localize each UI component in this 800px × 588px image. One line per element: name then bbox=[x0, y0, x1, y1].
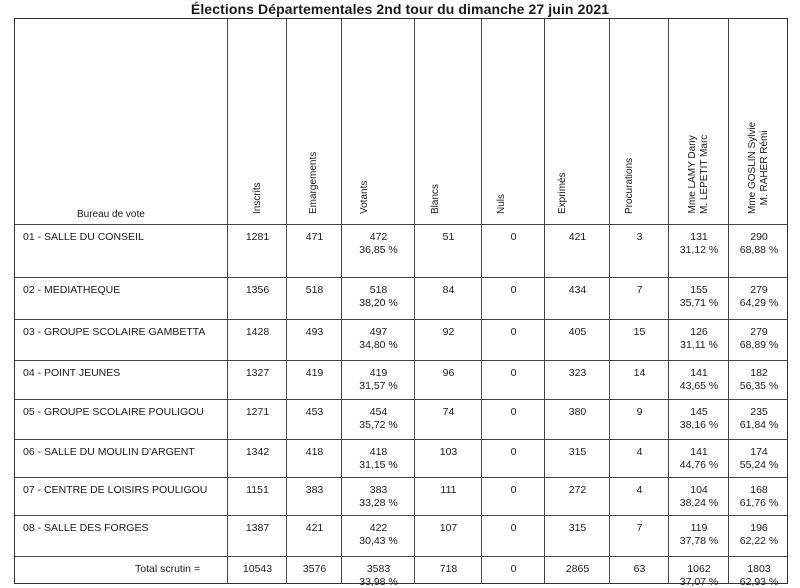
cell-candidate-1: 145 bbox=[690, 406, 708, 418]
header-bureau: Bureau de vote bbox=[77, 209, 145, 220]
bureau-name: 04 - POINT JEUNES bbox=[23, 367, 121, 379]
cell-votants-pct: 33,28 % bbox=[359, 497, 398, 509]
cell-exprimes: 2865 bbox=[565, 563, 590, 575]
cell-candidate-2: 168 bbox=[750, 484, 768, 496]
cell-procurations: 63 bbox=[633, 563, 646, 575]
cell-emargements: 421 bbox=[305, 522, 324, 534]
cell-votants: 383 bbox=[369, 484, 388, 496]
cell-votants-pct: 36,85 % bbox=[359, 244, 398, 256]
cell-votants: 422 bbox=[369, 522, 388, 534]
row-divider bbox=[15, 439, 787, 440]
cell-inscrits: 1428 bbox=[245, 326, 270, 338]
cell-procurations: 4 bbox=[636, 484, 643, 496]
cell-candidate-1-pct: 43,65 % bbox=[679, 380, 719, 392]
bureau-name: 08 - SALLE DES FORGES bbox=[23, 522, 149, 534]
cell-votants-pct: 33,98 % bbox=[359, 576, 398, 588]
cell-candidate-2: 279 bbox=[750, 284, 768, 296]
cell-nuls: 0 bbox=[510, 563, 517, 575]
cell-candidate-1: 126 bbox=[690, 326, 708, 338]
cell-blancs: 74 bbox=[442, 406, 455, 418]
cell-candidate-1-pct: 31,11 % bbox=[680, 339, 718, 351]
cell-inscrits: 1271 bbox=[245, 406, 270, 418]
row-divider bbox=[15, 224, 787, 225]
cell-emargements: 3576 bbox=[302, 563, 327, 575]
cell-blancs: 51 bbox=[442, 231, 455, 243]
cell-nuls: 0 bbox=[510, 326, 517, 338]
column-divider bbox=[286, 19, 287, 583]
bureau-name: 01 - SALLE DU CONSEIL bbox=[23, 231, 144, 243]
bureau-name: 06 - SALLE DU MOULIN D'ARGENT bbox=[23, 446, 195, 458]
cell-inscrits: 1151 bbox=[246, 484, 269, 496]
cell-candidate-1-pct: 37,78 % bbox=[679, 535, 719, 547]
row-divider bbox=[15, 277, 787, 278]
cell-blancs: 103 bbox=[439, 446, 458, 458]
cell-blancs: 84 bbox=[442, 284, 455, 296]
cell-candidate-2-pct: 61,76 % bbox=[739, 497, 779, 509]
cell-nuls: 0 bbox=[510, 231, 517, 243]
cell-candidate-1: 155 bbox=[690, 284, 708, 296]
cell-nuls: 0 bbox=[510, 446, 517, 458]
cell-exprimes: 434 bbox=[568, 284, 587, 296]
header-procurations: Procurations bbox=[624, 157, 635, 214]
cell-blancs: 96 bbox=[442, 367, 455, 379]
cell-votants-pct: 35,72 % bbox=[359, 419, 398, 431]
cell-blancs: 718 bbox=[439, 563, 458, 575]
row-divider bbox=[15, 556, 787, 557]
cell-votants: 419 bbox=[369, 367, 388, 379]
bureau-name: 03 - GROUPE SCOLAIRE GAMBETTA bbox=[23, 326, 206, 338]
cell-candidate-2: 1803 bbox=[747, 563, 771, 575]
header-emargements: Emargements bbox=[308, 151, 319, 214]
cell-candidate-1-pct: 44,76 % bbox=[679, 459, 719, 471]
cell-procurations: 15 bbox=[633, 326, 646, 338]
document-title: Élections Départementales 2nd tour du dimanche 27 juin 2021 bbox=[190, 1, 610, 17]
cell-inscrits: 10543 bbox=[242, 563, 273, 575]
cell-candidate-1: 119 bbox=[690, 522, 708, 534]
cell-candidate-2-pct: 62,22 % bbox=[739, 535, 779, 547]
cell-emargements: 471 bbox=[305, 231, 324, 243]
cell-candidate-1: 141 bbox=[690, 367, 708, 379]
header-nuls: Nuls bbox=[496, 193, 507, 214]
cell-votants-pct: 34,80 % bbox=[359, 339, 398, 351]
cell-candidate-2-pct: 68,89 % bbox=[739, 339, 779, 351]
cell-procurations: 3 bbox=[636, 231, 643, 243]
cell-nuls: 0 bbox=[510, 406, 517, 418]
cell-procurations: 9 bbox=[636, 406, 643, 418]
cell-votants: 3583 bbox=[366, 563, 391, 575]
cell-candidate-2: 290 bbox=[750, 231, 768, 243]
cell-candidate-2-pct: 55,24 % bbox=[739, 459, 779, 471]
cell-emargements: 383 bbox=[305, 484, 324, 496]
cell-inscrits: 1342 bbox=[245, 446, 270, 458]
cell-candidate-1: 104 bbox=[690, 484, 708, 496]
cell-votants: 454 bbox=[369, 406, 388, 418]
cell-nuls: 0 bbox=[510, 284, 517, 296]
cell-candidate-2-pct: 56,35 % bbox=[739, 380, 779, 392]
cell-candidate-2-pct: 64,29 % bbox=[739, 297, 779, 309]
cell-emargements: 518 bbox=[305, 284, 324, 296]
cell-candidate-2: 235 bbox=[750, 406, 768, 418]
header-candidate-2 bbox=[747, 122, 771, 214]
cell-emargements: 418 bbox=[305, 446, 324, 458]
cell-candidate-2-pct: 68,88 % bbox=[739, 244, 779, 256]
header-votants: Votants bbox=[359, 180, 370, 214]
cell-inscrits: 1356 bbox=[245, 284, 270, 296]
row-divider bbox=[15, 399, 787, 400]
cell-nuls: 0 bbox=[510, 522, 517, 534]
column-divider bbox=[227, 19, 228, 583]
results-table bbox=[14, 18, 788, 588]
header-candidate-1-line2: M. LEPETIT Marc bbox=[699, 134, 710, 214]
cell-exprimes: 323 bbox=[568, 367, 587, 379]
cell-votants-pct: 38,20 % bbox=[359, 297, 398, 309]
cell-candidate-2: 196 bbox=[750, 522, 768, 534]
cell-candidate-2: 279 bbox=[750, 326, 768, 338]
column-divider bbox=[481, 19, 482, 583]
cell-emargements: 419 bbox=[305, 367, 324, 379]
row-divider bbox=[15, 360, 787, 361]
cell-emargements: 493 bbox=[305, 326, 324, 338]
column-divider bbox=[544, 19, 545, 583]
cell-candidate-2-pct: 62,93 % bbox=[739, 576, 779, 588]
header-candidate-1 bbox=[687, 135, 711, 214]
cell-candidate-1-pct: 37,07 % bbox=[679, 576, 719, 588]
header-candidate-2-line2: M. RAHER Rémi bbox=[759, 130, 770, 206]
cell-candidate-1-pct: 31,12 % bbox=[679, 244, 719, 256]
total-label: Total scrutin = bbox=[135, 563, 201, 575]
header-exprimes: Exprimés bbox=[557, 172, 568, 214]
cell-nuls: 0 bbox=[510, 367, 517, 379]
header-candidate-1-line1: Mme LAMY Dany bbox=[687, 135, 698, 214]
cell-exprimes: 315 bbox=[568, 522, 587, 534]
cell-exprimes: 380 bbox=[568, 406, 587, 418]
cell-inscrits: 1327 bbox=[245, 367, 270, 379]
cell-candidate-1-pct: 38,16 % bbox=[679, 419, 719, 431]
cell-emargements: 453 bbox=[305, 406, 324, 418]
row-divider bbox=[15, 319, 787, 320]
cell-candidate-1-pct: 38,24 % bbox=[679, 497, 719, 509]
row-divider bbox=[15, 515, 787, 516]
cell-candidate-1: 1062 bbox=[687, 563, 711, 575]
cell-blancs: 111 bbox=[440, 484, 457, 496]
cell-procurations: 4 bbox=[636, 446, 643, 458]
cell-candidate-1-pct: 35,71 % bbox=[679, 297, 719, 309]
cell-votants: 472 bbox=[369, 231, 388, 243]
bureau-name: 02 - MEDIATHEQUE bbox=[23, 284, 121, 296]
cell-votants: 497 bbox=[369, 326, 388, 338]
bureau-name: 05 - GROUPE SCOLAIRE POULIGOU bbox=[23, 406, 204, 418]
cell-procurations: 14 bbox=[633, 367, 646, 379]
cell-blancs: 92 bbox=[442, 326, 455, 338]
cell-votants-pct: 31,57 % bbox=[359, 380, 398, 392]
cell-procurations: 7 bbox=[636, 522, 643, 534]
cell-procurations: 7 bbox=[636, 284, 643, 296]
cell-candidate-2: 174 bbox=[750, 446, 768, 458]
column-divider bbox=[609, 19, 610, 583]
cell-inscrits: 1281 bbox=[245, 231, 270, 243]
cell-candidate-2: 182 bbox=[750, 367, 768, 379]
row-divider bbox=[15, 477, 787, 478]
header-blancs: Blancs bbox=[430, 183, 441, 214]
cell-inscrits: 1387 bbox=[245, 522, 270, 534]
cell-votants: 418 bbox=[369, 446, 388, 458]
cell-candidate-1: 131 bbox=[690, 231, 708, 243]
cell-votants-pct: 31,15 % bbox=[359, 459, 398, 471]
header-inscrits: Inscrits bbox=[252, 182, 263, 214]
cell-votants-pct: 30,43 % bbox=[359, 535, 398, 547]
cell-exprimes: 315 bbox=[568, 446, 587, 458]
cell-exprimes: 405 bbox=[568, 326, 587, 338]
cell-exprimes: 272 bbox=[568, 484, 587, 496]
header-candidate-2-line1: Mme GOSLIN Sylvie bbox=[747, 121, 758, 214]
cell-candidate-1: 141 bbox=[690, 446, 708, 458]
cell-blancs: 107 bbox=[439, 522, 458, 534]
cell-exprimes: 421 bbox=[568, 231, 587, 243]
cell-candidate-2-pct: 61,84 % bbox=[739, 419, 779, 431]
cell-votants: 518 bbox=[369, 284, 388, 296]
cell-nuls: 0 bbox=[510, 484, 517, 496]
bureau-name: 07 - CENTRE DE LOISIRS POULIGOU bbox=[23, 484, 208, 496]
